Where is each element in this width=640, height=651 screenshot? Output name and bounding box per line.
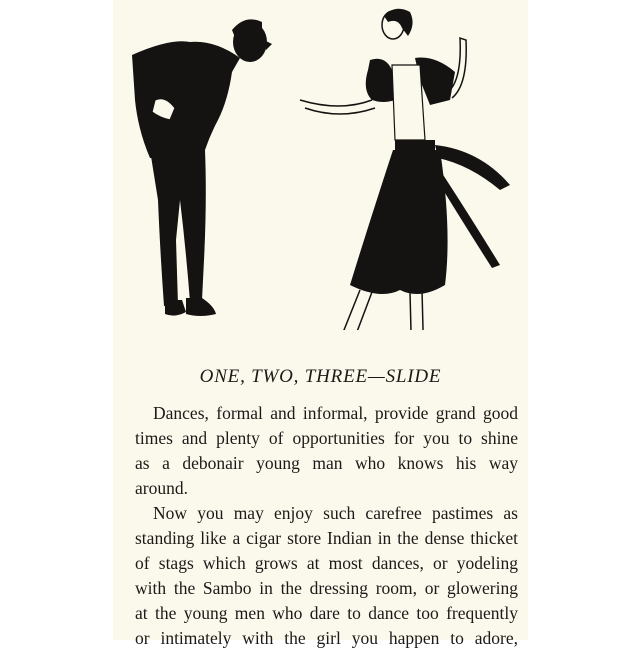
text-line: times and plenty of opportunities for you to shine bbox=[135, 428, 518, 448]
text-line: at the young men who dare to dance too frequently bbox=[135, 603, 518, 623]
text-line: Dances, formal and informal, provide grand good bbox=[153, 403, 518, 423]
text-line: of stags which grows at most dances, or yodeling bbox=[135, 553, 518, 573]
woman-figure bbox=[300, 9, 510, 330]
paragraph bbox=[135, 501, 518, 651]
text-line: around. bbox=[135, 478, 188, 498]
man-figure bbox=[132, 19, 272, 316]
text-line: or intimately with the girl you happen to adore, bbox=[135, 628, 518, 648]
text-line: with the Sambo in the dressing room, or glowering bbox=[135, 578, 518, 598]
text-line: as a debonair young man who knows his way bbox=[135, 453, 518, 473]
paragraph bbox=[135, 401, 518, 501]
text-line: Now you may enjoy such carefree pastimes as bbox=[153, 503, 518, 523]
text-line: standing like a cigar store Indian in the dense thicket bbox=[135, 528, 518, 548]
body-text bbox=[135, 401, 518, 651]
section-title: ONE, TWO, THREE—SLIDE bbox=[199, 366, 442, 387]
